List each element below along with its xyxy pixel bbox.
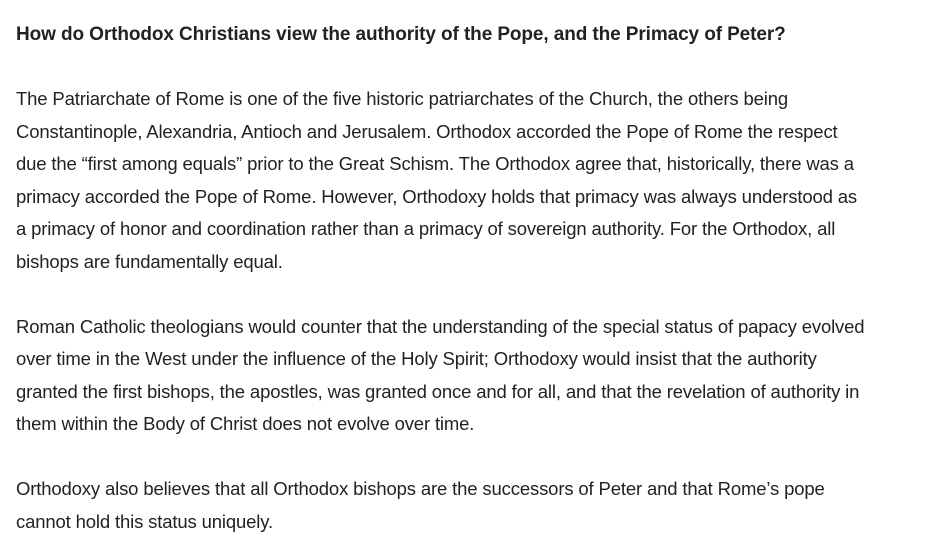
answer-paragraph-3: Orthodoxy also believes that all Orthodox bishops are the successors of Peter and that Rome’s pope cannot hold this status uniquely.: [16, 478, 825, 532]
answer-paragraph-2: Roman Catholic theologians would counter that the understanding of the special status of papacy evolved over time in the West under the influence of the Holy Spirit; Orthodoxy would insist that the authority granted the first bishops, the apostles, was granted once and for all, and that the revelation of authority in them within the Body of Christ does not evolve over time.: [16, 315, 865, 434]
answer-paragraph-1: The Patriarchate of Rome is one of the five historic patriarchates of the Church, the others being Constantinople, Alexandria, Antioch and Jerusalem. Orthodox accorded the Pope of Rome the respect due the “first among equals” prior to the Great Schism. The Orthodox agree that, historically, there was a primacy accorded the Pope of Rome. However, Orthodoxy holds that primacy was always understood as a primacy of honor and coordination rather than a primacy of sovereign authority. For the Orthodox, all bishops are fundamentally equal.: [16, 88, 857, 272]
faq-question-heading: How do Orthodox Christians view the authority of the Pope, and the Primacy of Peter?: [16, 24, 786, 45]
